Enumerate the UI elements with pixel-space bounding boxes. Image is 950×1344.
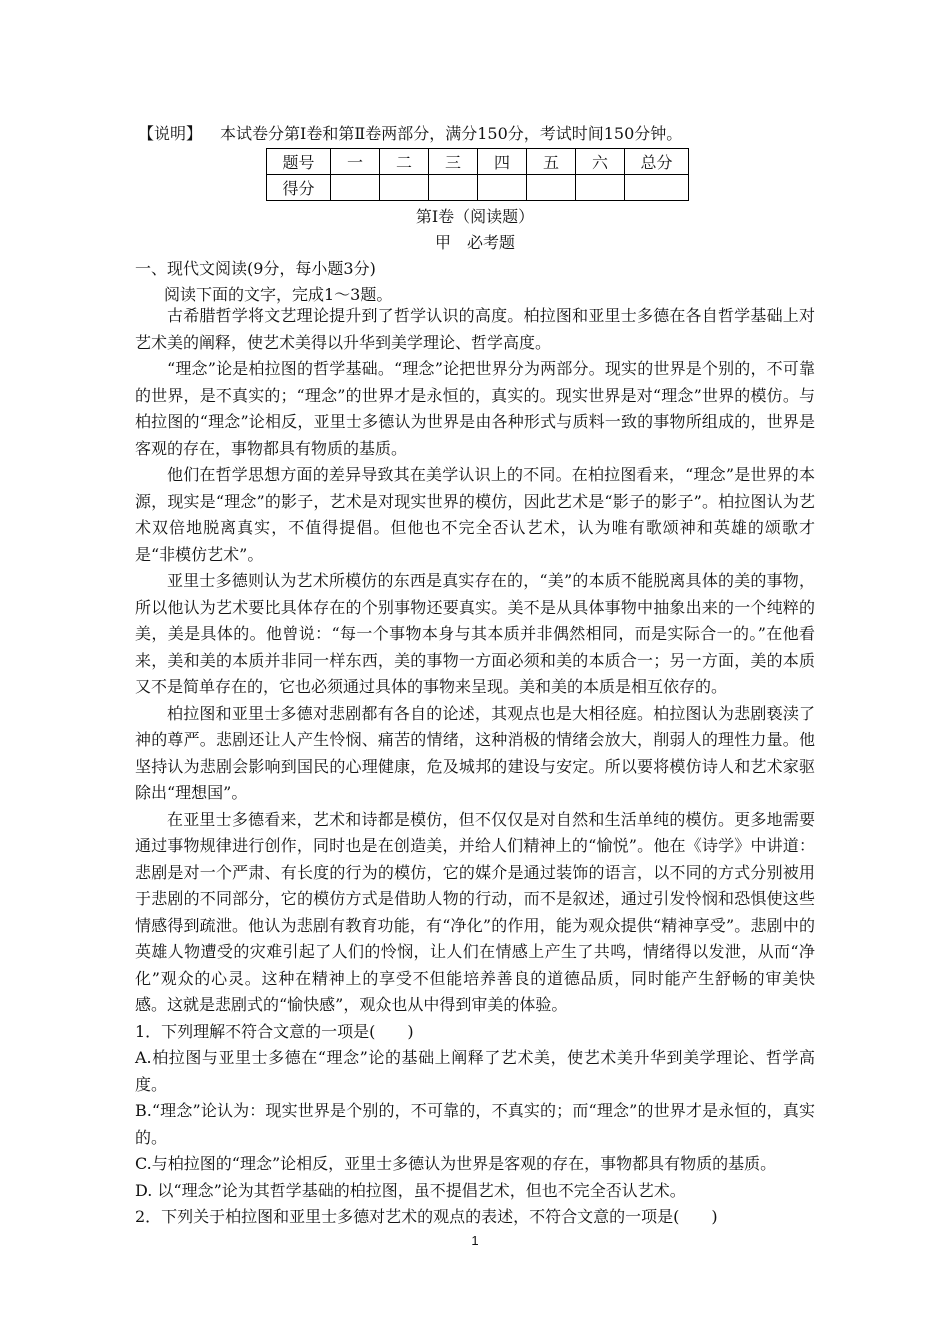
- passage-paragraph: 亚里士多德则认为艺术所模仿的东西是真实存在的，“美”的本质不能脱离具体的美的事物，所以他认为艺术要比具体存在的个别事物还要真实。美不是从具体事物中抽象出来的一个纯粹的美，美是具体的。他曾说：“每一个事物本身与其本质并非偶然相同，而是实际合一的。”在他看来，美和美的本质并非同一样东西，美的事物一方面必须和美的本质合一；另一方面，美的本质又不是简单存在的，它也必须通过具体的事物来呈现。美和美的本质是相互依存的。: [135, 571, 815, 696]
- passage-paragraph: 柏拉图和亚里士多德对悲剧都有各自的论述，其观点也是大相径庭。柏拉图认为悲剧亵渎了神的尊严。悲剧还让人产生怜悯、痛苦的情绪，这种消极的情绪会放大，削弱人的理性力量。他坚持认为悲剧会影响到国民的心理健康，危及城邦的建设与安定。所以要将模仿诗人和艺术家驱除出“理想国”。: [135, 703, 815, 802]
- section-title: 甲 必考题: [434, 233, 515, 252]
- score-blank-cell[interactable]: [625, 175, 689, 201]
- score-blank-cell[interactable]: [429, 175, 478, 201]
- score-blank-cell[interactable]: [527, 175, 576, 201]
- reading-passage: [135, 303, 815, 1231]
- score-blank-cell[interactable]: [478, 175, 527, 201]
- passage-paragraph: “理念”论是柏拉图的哲学基础。“理念”论把世界分为两部分。现实的世界是个别的，不可靠的世界，是不真实的；“理念”的世界才是永恒的，真实的。现实世界是对“理念”世界的模仿。与柏拉图的“理念”论相反，亚里士多德认为世界是由各种形式与质料一致的事物所组成的，世界是客观的存在，事物都具有物质的基质。: [135, 359, 815, 458]
- answer-option[interactable]: C.与柏拉图的“理念”论相反，亚里士多德认为世界是客观的存在，事物都具有物质的基质。: [135, 1154, 777, 1173]
- question-stem: 2．下列关于柏拉图和亚里士多德对艺术的观点的表述，不符合文意的一项是( ): [135, 1207, 718, 1226]
- score-cell: 得分: [267, 175, 331, 201]
- question-stem: 1．下列理解不符合文意的一项是( ): [135, 1021, 414, 1041]
- passage-paragraph: 他们在哲学思想方面的差异导致其在美学认识上的不同。在柏拉图看来，“理念”是世界的本源，现实是“理念”的影子，艺术是对现实世界的模仿，因此艺术是“影子的影子”。柏拉图认为艺术双倍地脱离真实，不值得提倡。但他也不完全否认艺术，认为唯有歌颂神和英雄的颂歌才是“非模仿艺术”。: [135, 465, 815, 564]
- volume-title: 第Ⅰ卷（阅读题）: [415, 207, 535, 226]
- score-cell: 总分: [625, 149, 689, 175]
- score-blank-cell[interactable]: [380, 175, 429, 201]
- part1-heading: 一、现代文阅读(9分，每小题3分): [135, 259, 376, 278]
- instructions-text: 本试卷分第Ⅰ卷和第Ⅱ卷两部分，满分150分，考试时间150分钟。: [220, 124, 683, 143]
- passage-paragraph: 在亚里士多德看来，艺术和诗都是模仿，但不仅仅是对自然和生活单纯的模仿。更多地需要通过事物规律进行创作，同时也是在创造美，并给人们精神上的“愉悦”。他在《诗学》中讲道：悲剧是对一个严肃、有长度的行为的模仿，它的媒介是通过装饰的语言，以不同的方式分别被用于悲剧的不同部分，它的模仿方式是借助人物的行动，而不是叙述，通过引发怜悯和恐惧使这些情感得到疏泄。他认为悲剧有教育功能，有“净化”的作用，能为观众提供“精神享受”。悲剧中的英雄人物遭受的灾难引起了人们的怜悯，让人们在情感上产生了共鸣，情绪得以发泄，从而“净化”观众的心灵。这种在精神上的享受不但能培养善良的道德品质，同时能产生舒畅的审美快感。这就是悲剧式的“愉快感”，观众也从中得到审美的体验。: [135, 809, 815, 1014]
- score-cell: 六: [576, 149, 625, 175]
- score-cell: 三: [429, 149, 478, 175]
- reading-instruction: 阅读下面的文字，完成1～3题。: [164, 285, 393, 304]
- answer-option[interactable]: D. 以“理念”论为其哲学基础的柏拉图，虽不提倡艺术，但也不完全否认艺术。: [135, 1180, 686, 1200]
- score-cell: 二: [380, 149, 429, 175]
- score-table-header-row: [267, 149, 689, 175]
- exam-instructions: [138, 121, 682, 144]
- answer-option[interactable]: A.柏拉图与亚里士多德在“理念”论的基础上阐释了艺术美，使艺术美升华到美学理论、哲学高度。: [135, 1048, 815, 1094]
- score-blank-cell[interactable]: [576, 175, 625, 201]
- score-cell: 题号: [267, 149, 331, 175]
- passage-paragraph: 古希腊哲学将文艺理论提升到了哲学认识的高度。柏拉图和亚里士多德在各自哲学基础上对艺术美的阐释，使艺术美得以升华到美学理论、哲学高度。: [135, 306, 815, 352]
- score-blank-cell[interactable]: [331, 175, 380, 201]
- instructions-tag: 【说明】: [138, 124, 203, 143]
- score-cell: 四: [478, 149, 527, 175]
- score-cell: 一: [331, 149, 380, 175]
- score-table-score-row: [267, 175, 689, 201]
- answer-option[interactable]: B.“理念”论认为：现实世界是个别的，不可靠的，不真实的；而“理念”的世界才是永恒的，真实的。: [135, 1101, 815, 1147]
- score-table: [266, 148, 689, 201]
- page-number: 1: [471, 1233, 479, 1248]
- score-cell: 五: [527, 149, 576, 175]
